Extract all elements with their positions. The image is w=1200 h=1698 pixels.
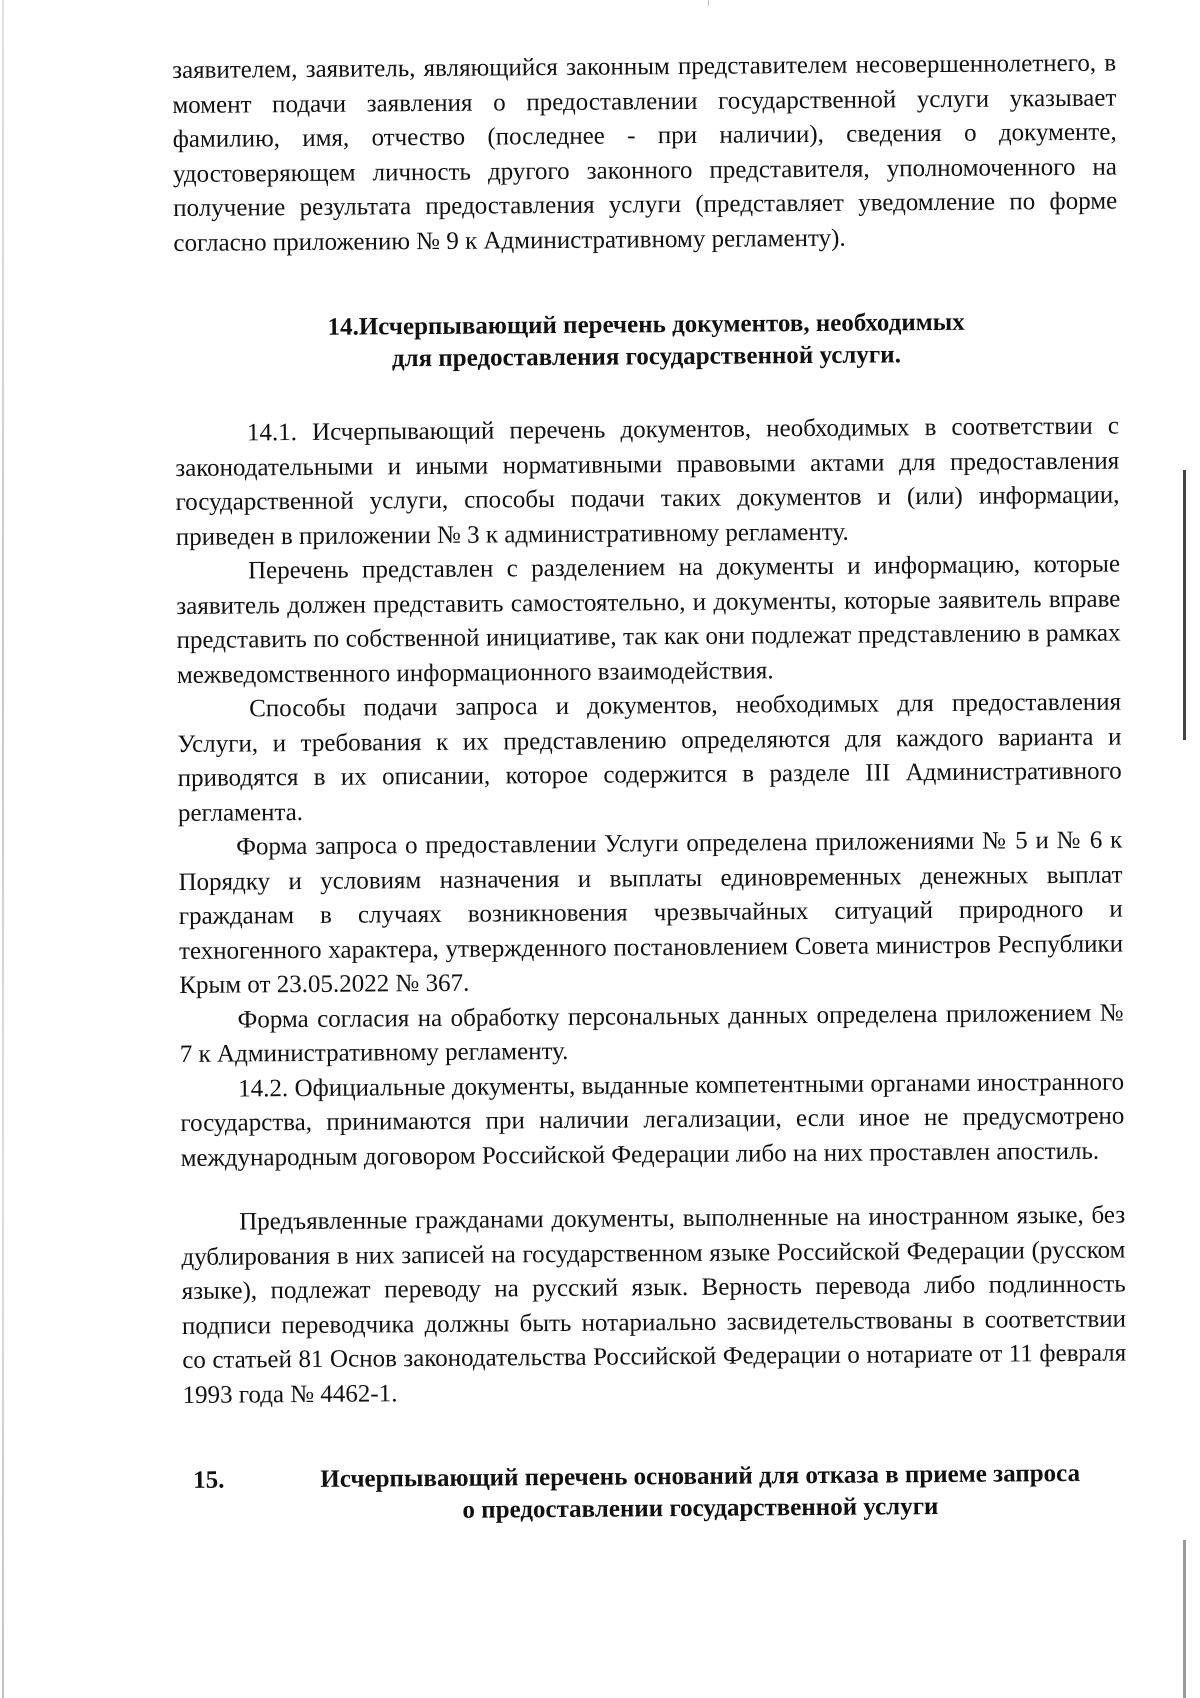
section-14-heading xyxy=(174,306,1118,377)
section-15-heading-line2: о предоставлении государственной услуги xyxy=(462,1493,939,1524)
section-15-number: 15. xyxy=(193,1466,225,1494)
section-14-heading-line2: для предоставления государственной услуги. xyxy=(391,341,901,373)
section-15-title xyxy=(273,1458,1127,1529)
scan-edge-right-bottom xyxy=(1183,1540,1186,1698)
scan-edge-left xyxy=(2,0,4,1698)
paragraph-request-form: Форма запроса о предоставлении Услуги определена приложениями № 5 и № 6 к Порядку и условиям назначения и выплаты единовременных денежных выплат гражданам в случаях возникновения чрезвычайных ситуаций природного и техногенного характера, утвержденного постановлением Совета министров Республики Крым от 23.05.2022 № 367. xyxy=(178,826,1124,999)
paragraph-consent-form: Форма согласия на обработку персональных данных определена приложением № 7 к Административному регламенту. xyxy=(179,999,1124,1068)
section-15-heading-line1: Исчерпывающий перечень оснований для отказа в приеме запроса xyxy=(320,1459,1081,1493)
section-15-heading xyxy=(193,1458,1127,1529)
scan-artifact xyxy=(708,0,709,6)
scan-edge-right xyxy=(1183,470,1186,740)
section-14-heading-line1: 14.Исчерпывающий перечень документов, необходимых xyxy=(327,308,965,341)
paragraph-14-2: 14.2. Официальные документы, выданные компетентными органами иностранного государства, принимаются при наличии легализации, если иное не предусмотрено международным договором Российской Федерации либо на них проставлен апостиль. xyxy=(180,1068,1125,1172)
paragraph-list-description: Перечень представлен с разделением на документы и информацию, которые заявитель должен представить самостоятельно, и документы, которые заявитель вправе представить по собственной инициативе, так как они подлежат представлению в рамках межведомственного информационного взаимодействия. xyxy=(176,550,1121,689)
paragraph-14-1: 14.1. Исчерпывающий перечень документов, необходимых в соответствии с законодательными и иными нормативными правовыми актами для предоставления государственной услуги, способы подачи таких документов и (или) информации, приведен в приложении № 3 к административному регламенту. xyxy=(175,412,1120,551)
paragraph-continuation: заявителем, заявитель, являющийся законным представителем несовершеннолетнего, в момент подачи заявления о предоставлении государственной услуги указывает фамилию, имя, отчество (последнее - при наличии), сведения о документе, удостоверяющем личность другого законного представителя, уполномоченного на получение результата предоставления услуги (представляет уведомление по форме согласно приложению № 9 к Административному регламенту). xyxy=(172,49,1118,257)
paragraph-translation: Предъявленные гражданами документы, выполненные на иностранном языке, без дублирования в них записей на государственном языке Российской Федерации (русском языке), подлежат переводу на русский язык. Верность перевода либо подлинность подписи переводчика должны быть нотариально засвидетельствованы в соответствии со статьей 81 Основ законодательства Российской Федерации о нотариате от 11 февраля 1993 года № 4462-1. xyxy=(181,1201,1127,1409)
document-body xyxy=(172,47,1128,1529)
paragraph-submission-methods: Способы подачи запроса и документов, необходимых для предоставления Услуги, и требования к их представлению определяются для каждого варианта и приводятся в их описании, которое содержится в разделе III Административного регламента. xyxy=(177,688,1122,827)
